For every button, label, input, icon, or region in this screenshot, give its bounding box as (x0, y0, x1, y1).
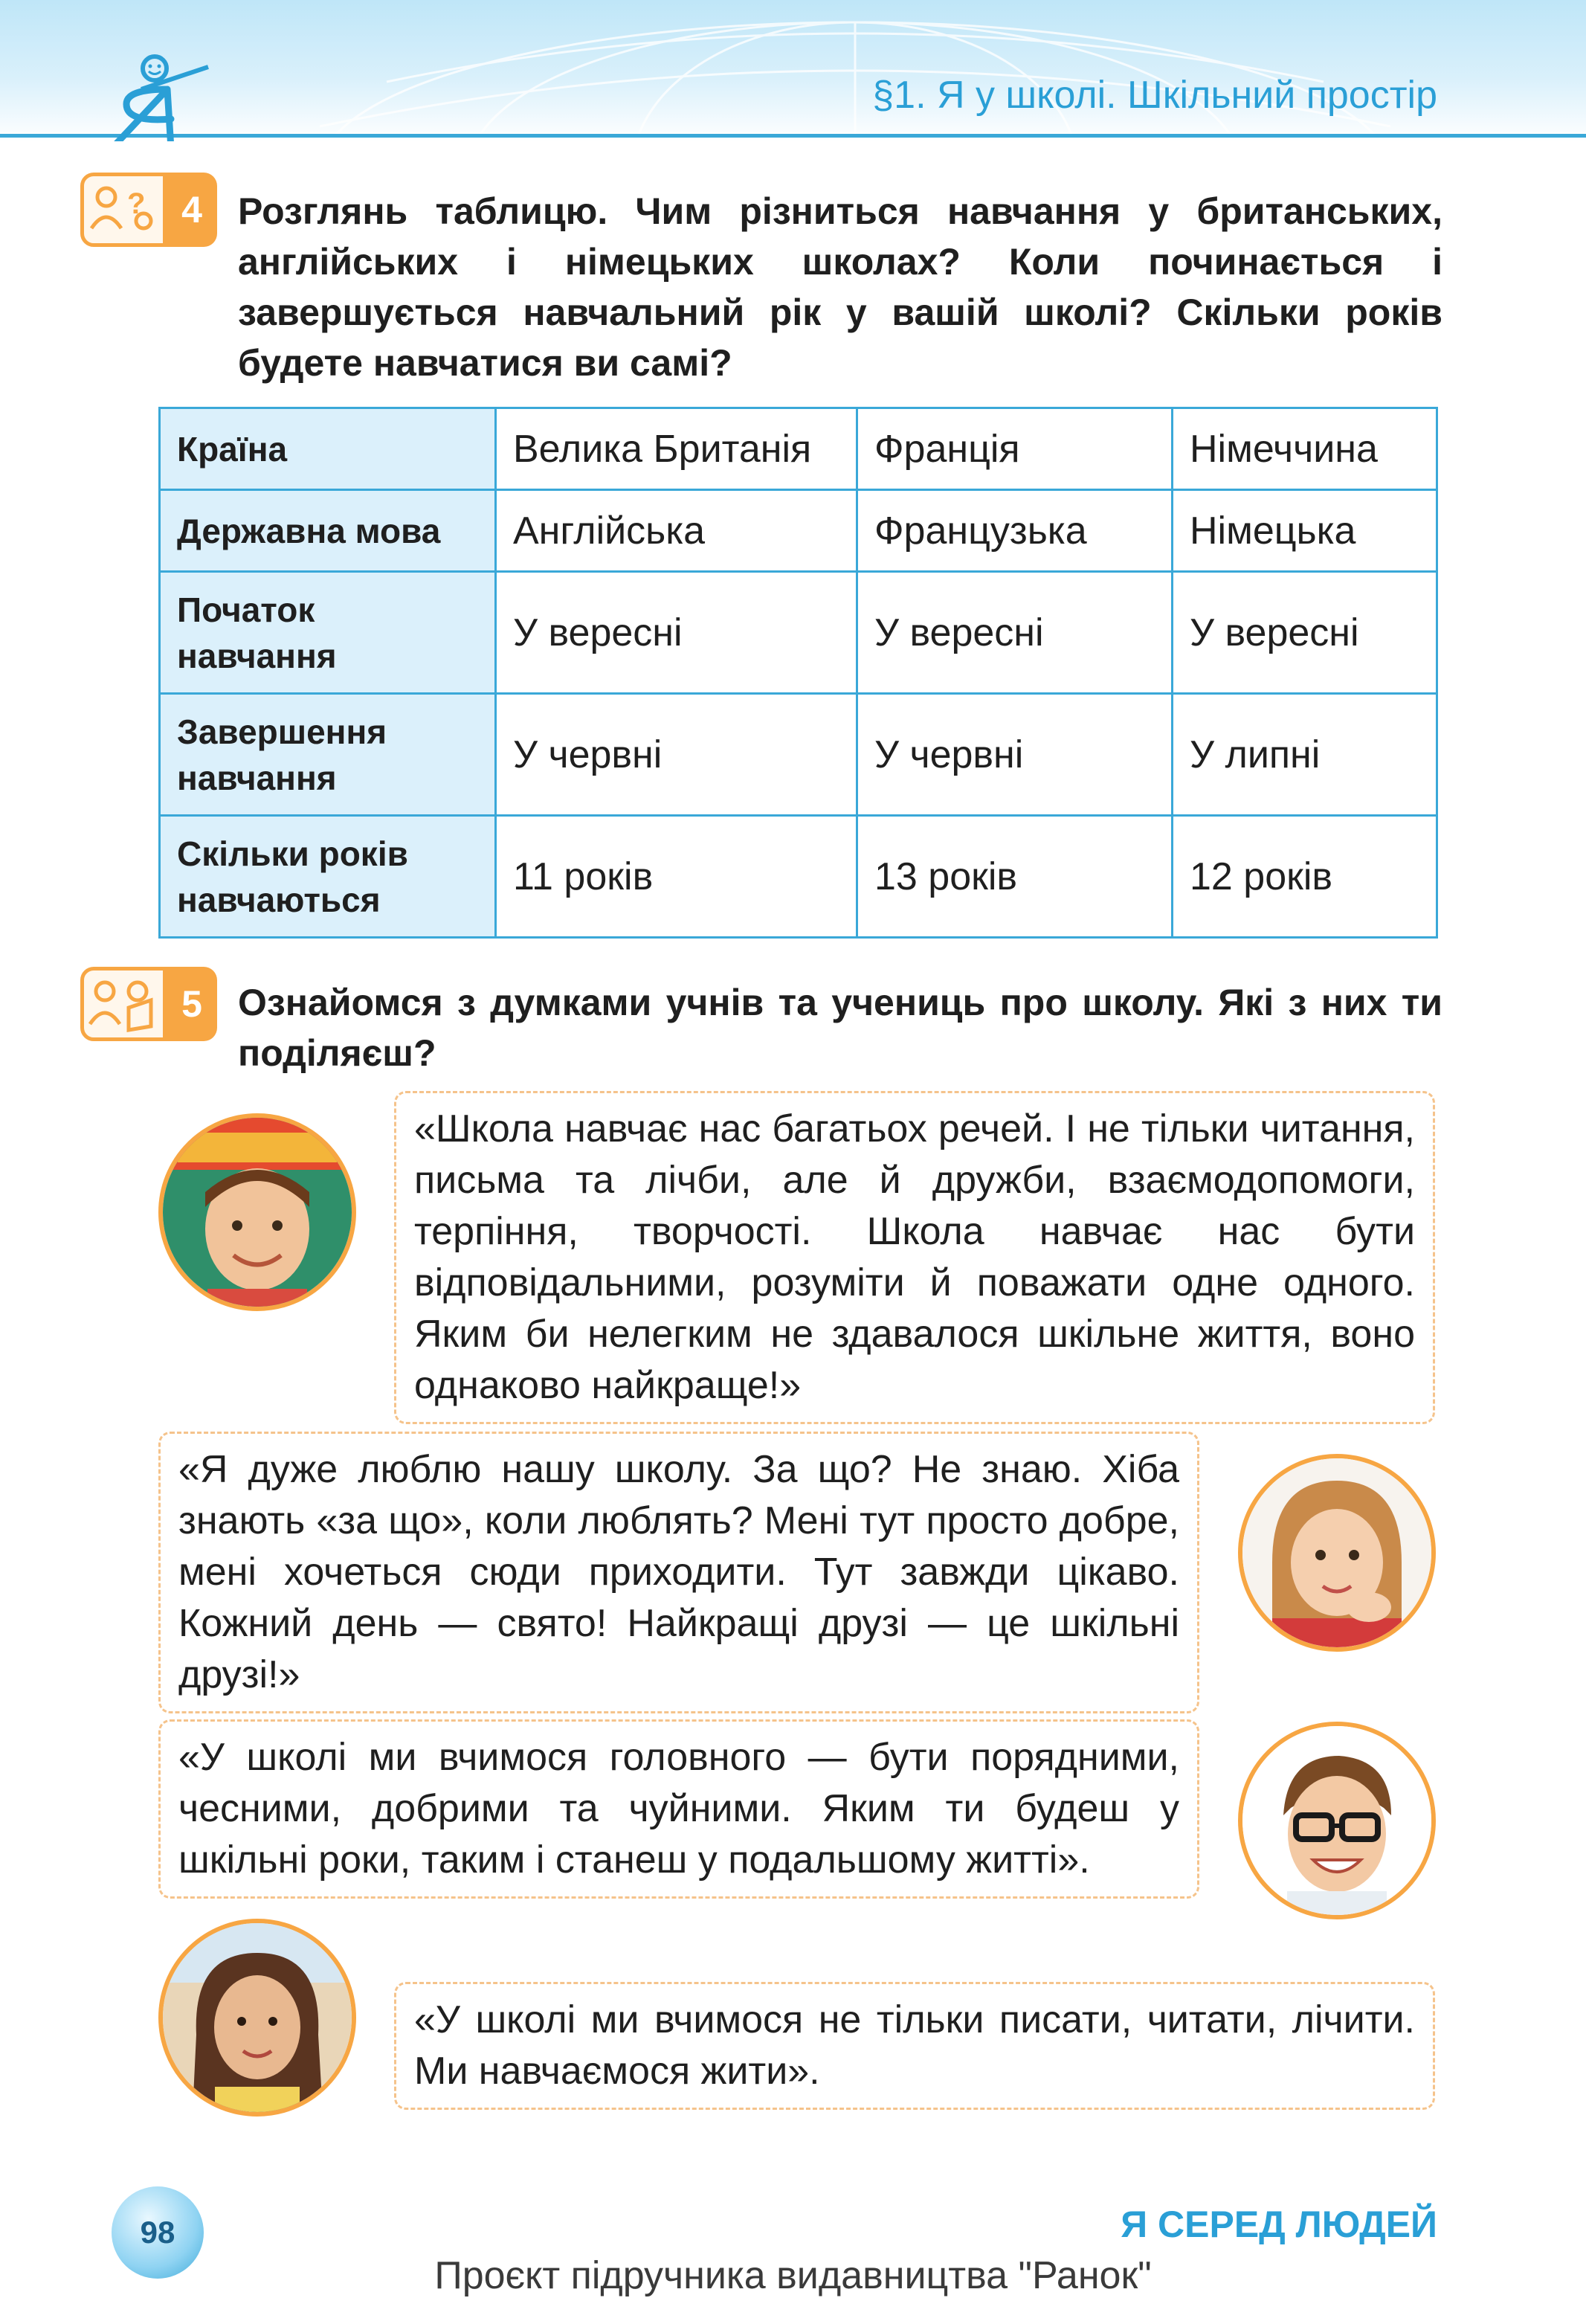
discussion-icon (80, 173, 167, 247)
quote-bubble-2: «Я дуже люблю нашу школу. За що? Не знаю. Хіба знають «за що», коли люблять? Мені тут просто добре, мені хочеться сюди приходити. Тут завжди цікаво. Кожний день — свято! Найкращі друзі — це шкільні друзі!» (158, 1432, 1199, 1713)
globe-lines-decoration (0, 0, 1586, 141)
table-cell: У липні (1173, 694, 1437, 816)
table-row (160, 490, 1437, 572)
reading-icon (80, 967, 167, 1041)
table-row (160, 816, 1437, 938)
page-header (0, 0, 1586, 141)
girl-avatar (1238, 1454, 1436, 1652)
table-cell: 12 років (1173, 816, 1437, 938)
unit-title: Я СЕРЕД ЛЮДЕЙ (1121, 2204, 1437, 2245)
quote-bubble-3: «У школі ми вчимося головного — бути порядними, чесними, добрими та чуйними. Яким ти будеш у шкільні роки, таким і станеш у подальшому житті». (158, 1719, 1199, 1899)
table-cell: 13 років (857, 816, 1173, 938)
table-cell: 11 років (496, 816, 857, 938)
svg-text:?: ? (127, 187, 146, 220)
task-5-badge (80, 967, 217, 1041)
task-number: 4 (167, 173, 217, 247)
table-cell: Англійська (496, 490, 857, 572)
quote-bubble-1: «Школа навчає нас багатьох речей. І не тільки читання, письма та лічби, але й дружби, взаємодопомоги, терпіння, творчості. Школа навчає нас бути відповідальними, розуміти й поважати одне одного. Яким би нелегким не здавалося шкільне життя, воно однаково найкраще!» (394, 1091, 1435, 1424)
task-5-text: Ознайомся з думками учнів та учениць про школу. Які з них ти поділяєш? (238, 982, 1442, 1074)
header-divider (0, 134, 1586, 138)
quote-bubble-4: «У школі ми вчимося не тільки писати, читати, лічити. Ми навчаємося жити». (394, 1982, 1435, 2110)
row-header: Країна (160, 408, 496, 490)
table-cell: Німецька (1173, 490, 1437, 572)
row-header: Завершення навчання (160, 694, 496, 816)
table-row (160, 408, 1437, 490)
table-cell: У вересні (496, 572, 857, 694)
publisher-note: Проєкт підручника видавництва "Ранок" (434, 2254, 1152, 2297)
girl-long-hair-avatar (158, 1919, 356, 2117)
table-cell: Франція (857, 408, 1173, 490)
boy-avatar (158, 1113, 356, 1311)
table-cell: У червні (857, 694, 1173, 816)
table-cell: У червні (496, 694, 857, 816)
section-title: §1. Я у школі. Шкільний простір (872, 74, 1437, 117)
table-row (160, 694, 1437, 816)
table-cell: Французька (857, 490, 1173, 572)
task-number: 5 (167, 967, 217, 1041)
task-4-text: Розглянь таблицю. Чим різниться навчання у британських, англійських і німецьких школах? Коли починається і завершується навчальний рік у вашій школі? Скільки років будете навчатися ви самі? (238, 190, 1442, 384)
page-number: 98 (112, 2186, 204, 2279)
table-cell: У вересні (1173, 572, 1437, 694)
table-row (160, 572, 1437, 694)
table-cell: Велика Британія (496, 408, 857, 490)
boy-glasses-avatar (1238, 1722, 1436, 1919)
row-header: Початок навчання (160, 572, 496, 694)
row-header: Державна мова (160, 490, 496, 572)
table-cell: У вересні (857, 572, 1173, 694)
task-4-badge (80, 173, 217, 247)
education-comparison-table (158, 407, 1438, 939)
row-header: Скільки років навчаються (160, 816, 496, 938)
ya-logo-icon (97, 45, 223, 141)
table-cell: Німеччина (1173, 408, 1437, 490)
